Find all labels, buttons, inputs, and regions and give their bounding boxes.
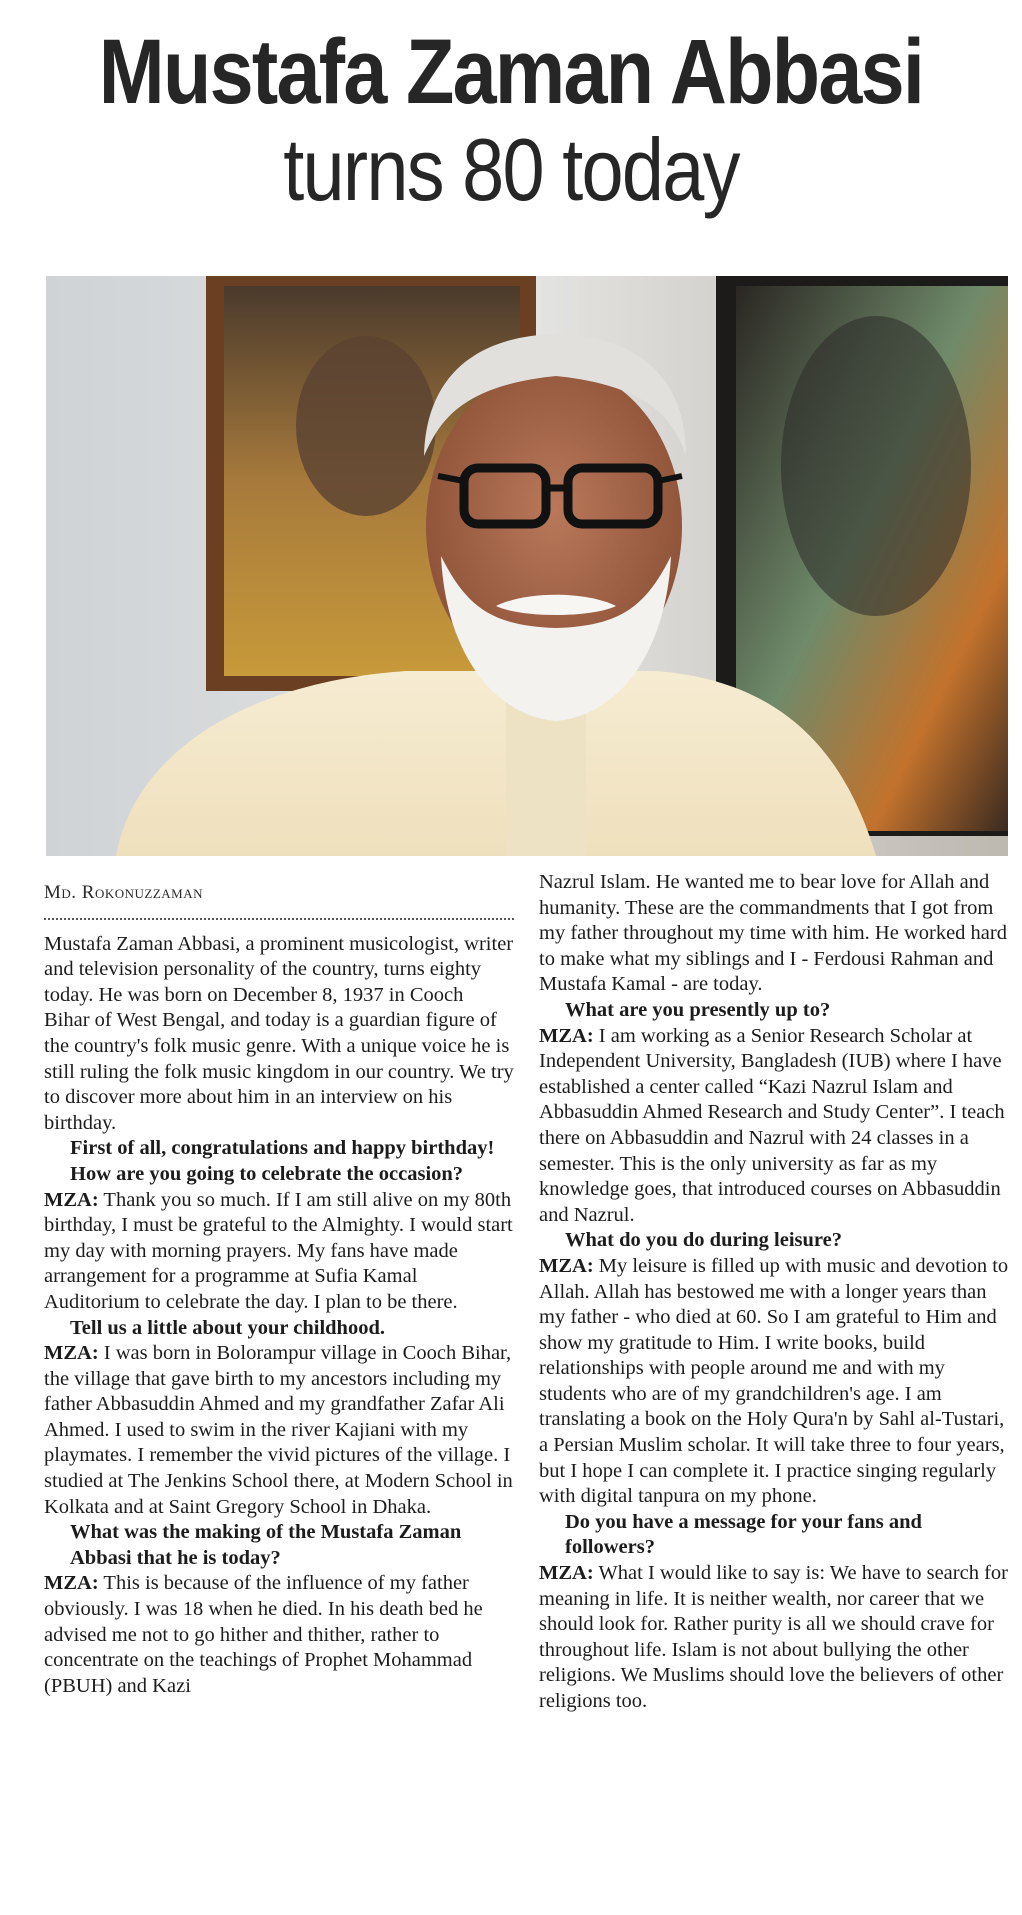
byline: Md. Rokonuzzaman — [44, 870, 514, 920]
answer-2 — [44, 1341, 514, 1520]
answer-label: MZA: — [44, 1572, 99, 1595]
article-column-left — [44, 870, 514, 1699]
portrait-photo-icon — [46, 276, 1008, 856]
answer-6 — [539, 1561, 1009, 1715]
question-6: Do you have a message for your fans and followers? — [565, 1510, 922, 1559]
answer-label: MZA: — [539, 1024, 594, 1047]
answer-3-continued: Nazrul Islam. He wanted me to bear love for Allah and humanity. These are the commandments that I got from my father throughout my time with him. He worked hard to make what my siblings and I - Ferdousi Rahman and Mustafa Kamal - are today. — [539, 871, 1007, 996]
answer-1 — [44, 1188, 514, 1316]
answer-4-text: I am working as a Senior Research Scholar at Independent University, Bangladesh (IUB) where I have established a center called “Kazi Nazrul Islam and Abbasuddin Ahmed Research and Study Center”. I teach there on Abbasuddin and Nazrul with 24 classes in a semester. This is the only university as far as my knowledge goes, that introduced courses on Abbasuddin and Nazrul. — [539, 1024, 1005, 1226]
answer-2-text: I was born in Bolorampur village in Cooch Bihar, the village that gave birth to my ancestors including my father Abbasuddin Ahmed and my grandfather Zafar Ali Ahmed. I used to swim in the river Kajiani with my playmates. I remember the vivid pictures of the village. I studied at The Jenkins School there, at Modern School in Kolkata and at Saint Gregory School in Dhaka. — [44, 1342, 513, 1518]
question-1: First of all, congratulations and happy birthday! How are you going to celebrate the occasion? — [70, 1137, 495, 1185]
intro-paragraph: Mustafa Zaman Abbasi, a prominent musicologist, writer and television personality of the country, turns eighty today. He was born on December 8, 1937 in Cooch Bihar of West Bengal, and today is a guardian figure of the country's folk music genre. With a unique voice he is still ruling the folk music kingdom in our country. We try to discover more about him in an interview on his birthday. — [44, 932, 514, 1134]
answer-5-text: My leisure is filled up with music and devotion to Allah. Allah has bestowed me with a longer years than my father - who died at 60. So I am grateful to Him and show my gratitude to Him. I write books, build relationships with people around me and with my students who are of my grandchildren's age. I am translating a book on the Holy Qura'n by Sahl al-Tustari, a Persian Muslim scholar. It will take three to four years, but I hope I can complete it. I practice singing regularly with digital tanpura on my phone. — [539, 1254, 1009, 1508]
answer-1-text: Thank you so much. If I am still alive on my 80th birthday, I must be grateful to the Almighty. I would start my day with morning prayers. My fans have made arrangement for a programme at Sufia Kamal Auditorium to celebrate the day. I plan to be there. — [44, 1188, 513, 1313]
headline-line-2: turns 80 today — [283, 120, 739, 219]
question-2: Tell us a little about your childhood. — [70, 1316, 385, 1339]
answer-label: MZA: — [44, 1188, 99, 1211]
answer-4 — [539, 1024, 1009, 1229]
article-column-right — [539, 870, 1009, 1715]
answer-label: MZA: — [539, 1254, 594, 1277]
question-4: What are you presently up to? — [565, 998, 831, 1021]
answer-label: MZA: — [539, 1562, 594, 1585]
answer-6-text: What I would like to say is: We have to search for meaning in life. It is neither wealth, nor career that we should look for. Rather purity is all we should crave for throughout life. Islam is not about bullying the other religions. We Muslims should love the believers of other religions too. — [539, 1562, 1008, 1712]
headline-line-1: Mustafa Zaman Abbasi — [98, 21, 924, 123]
answer-5 — [539, 1254, 1009, 1510]
question-3: What was the making of the Mustafa Zaman Abbasi that he is today? — [70, 1521, 462, 1569]
question-5: What do you do during leisure? — [565, 1229, 843, 1252]
answer-label: MZA: — [44, 1342, 99, 1365]
answer-3-text: This is because of the influence of my father obviously. I was 18 when he died. In his death bed he advised me not to go hither and thither, rather to concentrate on the teachings of Prophet Mohammad (PBUH) and Kazi — [44, 1572, 483, 1697]
portrait-photo — [46, 276, 1008, 856]
answer-3 — [44, 1571, 514, 1699]
headline — [0, 22, 1022, 218]
